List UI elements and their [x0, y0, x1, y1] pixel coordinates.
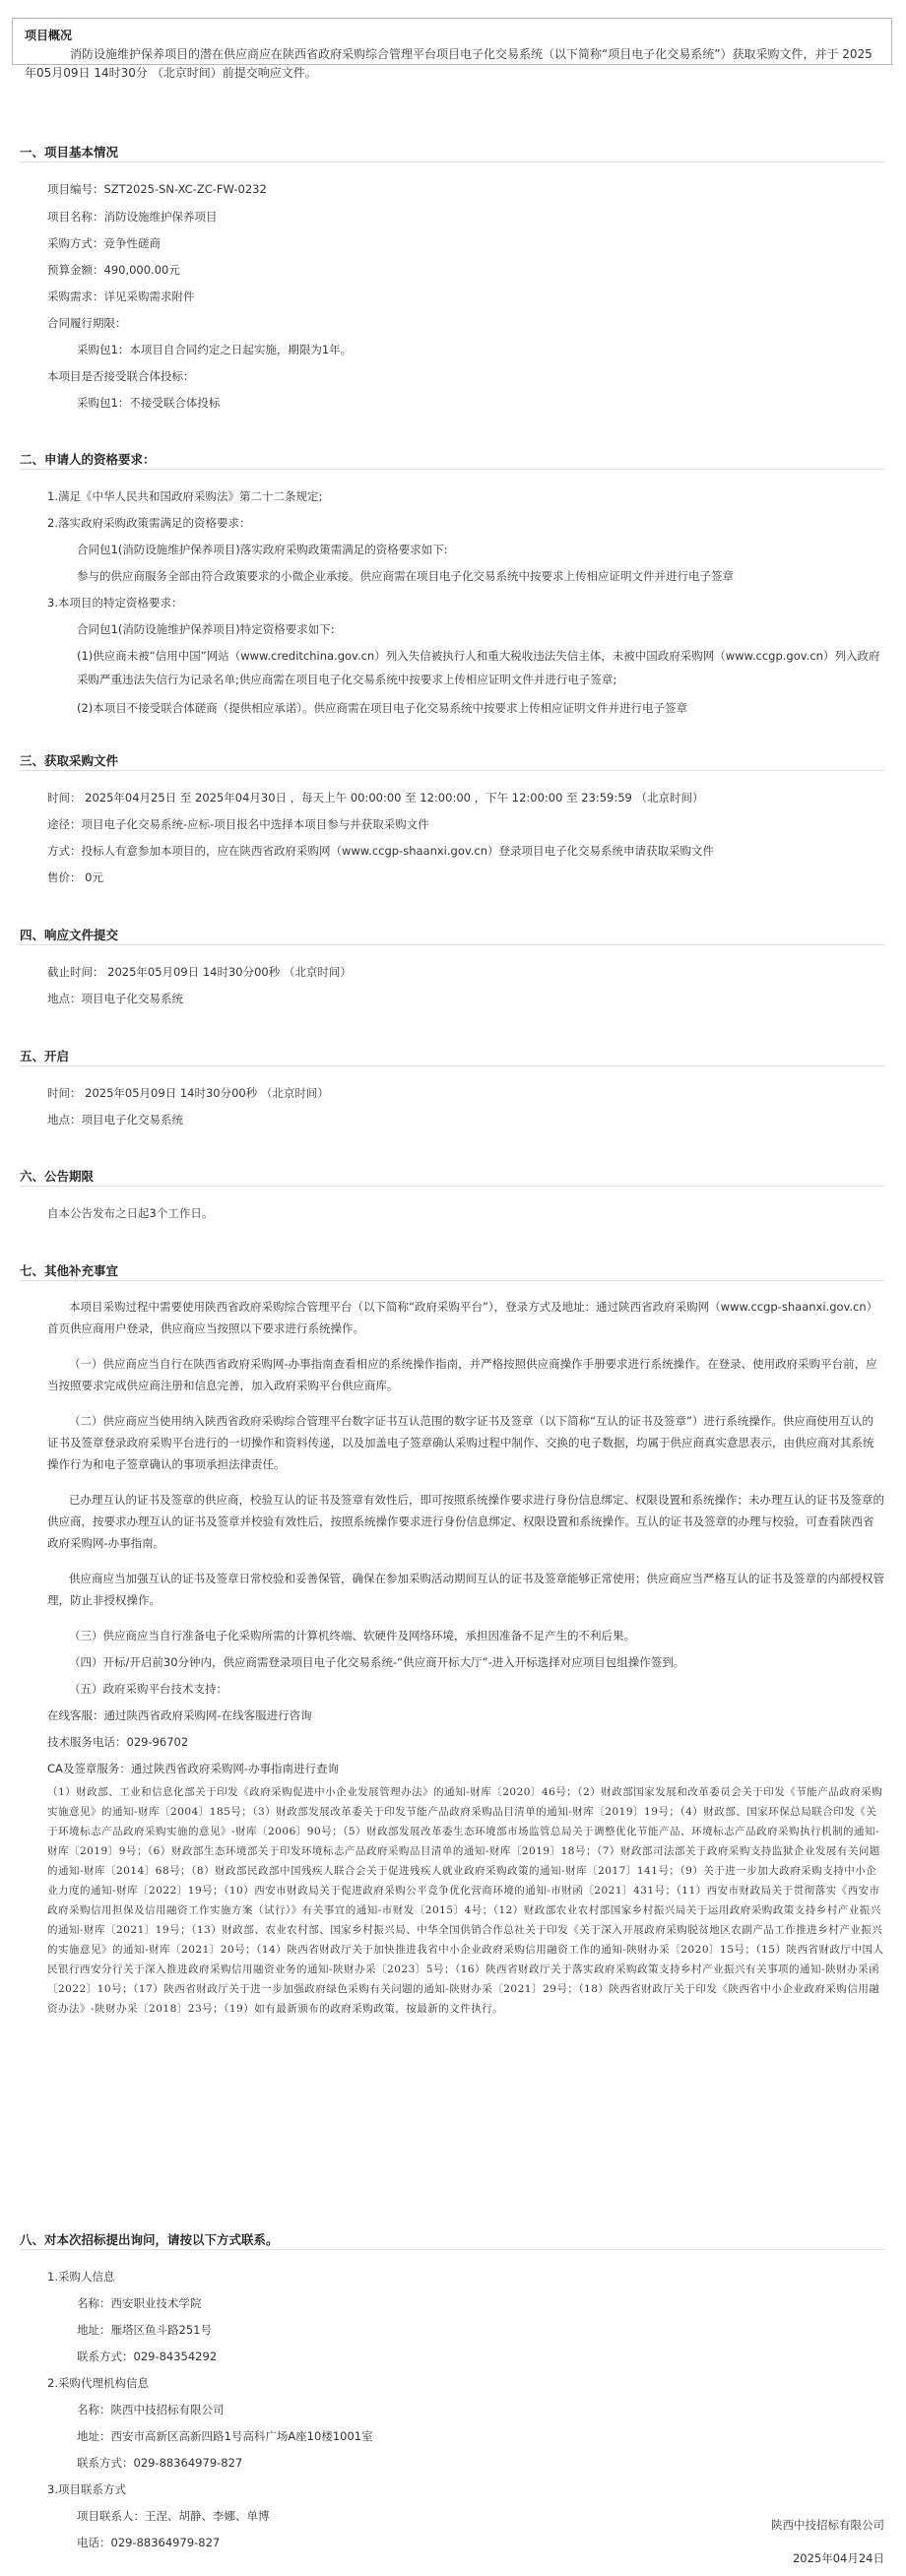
- procurement-method: 采购方式：竞争性磋商: [47, 236, 161, 250]
- project-contact-phone: 电话：029-88364979-827: [77, 2536, 221, 2549]
- section-divider: [20, 1186, 884, 1187]
- section-heading-qualifications: 二、申请人的资格要求：: [20, 452, 156, 467]
- supplementary-paragraph: 供应商应当加强互认的证书及签章日常校验和妥善保管，确保在参加采购活动期间互认的证书及签章能够正常使用；供应商应当严格互认的证书及签章的内部授权管理，防止非授权操作。: [47, 1572, 884, 1607]
- tech-support-phone: 技术服务电话：029-96702: [47, 1735, 189, 1749]
- section-heading-supplementary: 七、其他补充事宜: [20, 1263, 119, 1278]
- section-divider: [20, 469, 884, 470]
- budget-amount: 预算金额：490,000.00元: [47, 263, 180, 277]
- qualification-item: 参与的供应商服务全部由符合政策要求的小微企业承接。供应商需在项目电子化交易系统中按要求上传相应证明文件并进行电子签章: [77, 569, 734, 583]
- agency-address: 地址：西安市高新区高新四路1号高科广场A座10楼1001室: [77, 2429, 373, 2443]
- qualification-item: 合同包1(消防设施维护保养项目)特定资格要求如下:: [77, 622, 335, 636]
- qualification-item: 3.本项目的特定资格要求：: [47, 596, 183, 610]
- overview-title: 项目概况: [25, 29, 73, 42]
- obtain-channel: 途径：项目电子化交易系统-应标-项目报名中选择本项目参与并获取采购文件: [47, 817, 429, 831]
- section-heading-contacts: 八、对本次招标提出询问，请按以下方式联系。: [20, 2232, 279, 2247]
- section-heading-obtain-documents: 三、获取采购文件: [20, 753, 119, 768]
- purchaser-name: 名称：西安职业技术学院: [77, 2296, 202, 2310]
- agency-title: 2.采购代理机构信息: [47, 2376, 149, 2390]
- notice-period-text: 自本公告发布之日起3个工作日。: [47, 1206, 214, 1220]
- obtain-time: 时间： 2025年04月25日 至 2025年04月30日 ，每天上午 00:00:00 至 12:00:00 ，下午 12:00:00 至 23:59:59 （北京时间）: [47, 791, 704, 805]
- submission-deadline: 截止时间： 2025年05月09日 14时30分00秒 （北京时间）: [47, 965, 352, 979]
- supplementary-paragraph: （四）开标/开启前30分钟内，供应商需登录项目电子化交易系统-“供应商开标大厅”-进入开标选择对应项目包组操作签到。: [69, 1655, 685, 1669]
- section-divider: [20, 770, 884, 771]
- consortium-value: 采购包1：不接受联合体投标: [77, 396, 221, 410]
- ca-service: CA及签章服务：通过陕西省政府采购网-办事指南进行查询: [47, 1762, 340, 1775]
- section-divider: [20, 1280, 884, 1281]
- purchaser-title: 1.采购人信息: [47, 2270, 115, 2284]
- footer-date: 2025年04月24日: [792, 2551, 884, 2565]
- qualification-item: 1.满足《中华人民共和国政府采购法》第二十二条规定;: [47, 489, 323, 503]
- project-number: 项目编号：SZT2025-SN-XC-ZC-FW-0232: [47, 182, 267, 196]
- agency-contact: 联系方式：029-88364979-827: [77, 2456, 243, 2470]
- qualification-item: 合同包1(消防设施维护保养项目)落实政府采购政策需满足的资格要求如下:: [77, 543, 448, 556]
- contract-period-value: 采购包1：本项目自合同约定之日起实施，期限为1年。: [77, 343, 353, 356]
- section-divider: [20, 1065, 884, 1066]
- section-divider: [20, 2249, 884, 2250]
- footer-org: 陕西中技招标有限公司: [771, 2518, 884, 2532]
- obtain-price: 售价： 0元: [47, 870, 103, 884]
- supplementary-paragraph: （三）供应商应当自行准备电子化采购所需的计算机终端、软硬件及网络环境，承担因准备不足产生的不利后果。: [69, 1629, 635, 1642]
- purchaser-address: 地址：雁塔区鱼斗路251号: [77, 2323, 212, 2337]
- section-heading-opening: 五、开启: [20, 1049, 70, 1063]
- section-divider: [20, 944, 884, 945]
- purchaser-contact: 联系方式：029-84354292: [77, 2350, 218, 2363]
- project-overview-box: [12, 18, 892, 80]
- qualification-item: (2)本项目不接受联合体磋商（提供相应承诺）。供应商需在项目电子化交易系统中按要求上传相应证明文件并进行电子签章: [77, 701, 688, 715]
- project-contact-people: 项目联系人：王涅、胡静、李娜、单博: [77, 2509, 270, 2523]
- obtain-method: 方式：投标人有意参加本项目的，应在陕西省政府采购网（www.ccgp-shaanxi.gov.cn）登录项目电子化交易系统申请获取采购文件: [47, 844, 715, 858]
- section-heading-submission: 四、响应文件提交: [20, 928, 119, 942]
- submission-location: 地点：项目电子化交易系统: [47, 992, 183, 1005]
- supplementary-paragraph: （五）政府采购平台技术支持：: [69, 1682, 227, 1696]
- online-support: 在线客服：通过陕西省政府采购网-在线客服进行咨询: [47, 1708, 312, 1722]
- section-divider: [20, 161, 884, 162]
- section-heading-basic-info: 一、项目基本情况: [20, 145, 119, 160]
- supplementary-paragraph: （一）供应商应当自行在陕西省政府采购网-办事指南查看相应的系统操作指南，并严格按照供应商操作手册要求进行系统操作。在登录、使用政府采购平台前，应当按照要求完成供应商注册和信息完善，加入政府采购平台供应商库。: [47, 1357, 877, 1392]
- policy-list: （1）财政部、工业和信息化部关于印发《政府采购促进中小企业发展管理办法》的通知-财库〔2020〕46号；（2）财政部国家发展和改革委员会关于印发《节能产品政府采购实施意见》的通知-财库〔2004〕185号；（3）财政部发展改革委关于印发节能产品政府采购品目清单的通知-财库〔2019〕19号；（4）财政部、国家环保总局联合印发《关于环境标志产品政府采购实施的意见》-财库〔2006〕90号；（5）财政部发展改革委生态环境部市场监管总局关于调整优化节能产品、环境标志产品政府采购执行机制的通知-财库〔2019〕9号；（6）财政部生态环境部关于印发环境标志产品政府采购品目清单的通知-财库〔2019〕18号；（7）财政部司法部关于政府采购支持监狱企业发展有关问题的通知-财库〔2014〕68号；（8）财政部民政部中国残疾人联合会关于促进残疾人就业政府采购政策的通知-财库〔2017〕141号；（9）关于进一步加大政府采购支持中小企业力度的通知-财库〔2022〕19号；（10）西安市财政局关于促进政府采购公平竞争优化营商环境的通知-市财函〔2021〕431号；（11）西安市财政局关于贯彻落实《西安市政府采购信用担保及信用融资工作实施方案（试行）》有关事宜的通知-市财发〔2015〕4号；（12）财政部农业农村部国家乡村振兴局关于运用政府采购政策支持乡村产业振兴的通知-财库〔2021〕19号；（13）财政部、农业农村部、国家乡村振兴局、中华全国供销合作总社关于印发《关于深入开展政府采购脱贫地区农副产品工作推进乡村产业振兴的实施意见》的通知-财库〔2021〕20号；（14）陕西省财政厅关于加快推进我省中小企业政府采购信用融资工作的通知-陕财办采〔2020〕15号；（15）陕西省财政厅中国人民银行西安分行关于深入推进政府采购信用融资业务的通知-陕财办采〔2023〕5号；（16）陕西省财政厅关于落实政府采购政策支持乡村产业振兴有关事项的通知-陕财办采函〔2022〕10号；（17）陕西省财政厅关于进一步加强政府绿色采购有关问题的通知-陕财办采〔2021〕29号；（18）陕西省财政厅关于印发《陕西省中小企业政府采购信用融资办法》-陕财办采〔2018〕23号；（19）如有最新颁布的政府采购政策，按最新的文件执行。: [47, 1786, 884, 2015]
- supplementary-paragraph: （二）供应商应当使用纳入陕西省政府采购综合管理平台数字证书互认范围的数字证书及签章（以下简称“互认的证书及签章”）进行系统操作。供应商使用互认的证书及签章登录政府采购平台进行的一切操作和资料传递，以及加盖电子签章确认采购过程中制作、交换的电子数据，均属于供应商真实意思表示，由供应商对其系统操作行为和电子签章确认的事项承担法律责任。: [47, 1414, 874, 1471]
- contract-period-label: 合同履行期限：: [47, 316, 127, 330]
- consortium-label: 本项目是否接受联合体投标：: [47, 369, 195, 383]
- supplementary-paragraph: 本项目采购过程中需要使用陕西省政府采购综合管理平台（以下简称“政府采购平台”），登录方式及地址：通过陕西省政府采购网（www.ccgp-shaanxi.gov.cn）首页供应商用户登录，供应商应当按照以下要求进行系统操作。: [47, 1300, 878, 1335]
- qualification-item: (1)供应商未被“信用中国”网站（www.creditchina.gov.cn）列入失信被执行人和重大税收违法失信主体，未被中国政府采购网（www.ccgp.gov.cn）列入政府采购严重违法失信行为记录名单;供应商需在项目电子化交易系统中按要求上传相应证明文件并进行电子签章;: [77, 649, 880, 686]
- section-heading-notice-period: 六、公告期限: [20, 1169, 95, 1184]
- opening-location: 地点：项目电子化交易系统: [47, 1113, 183, 1127]
- supplementary-paragraph: 已办理互认的证书及签章的供应商，校验互认的证书及签章有效性后，即可按照系统操作要求进行身份信息绑定、权限设置和系统操作；未办理互认的证书及签章的供应商，按要求办理互认的证书及签章并校验有效性后，按照系统操作要求进行身份信息绑定、权限设置和系统操作。互认的证书及签章的办理与校验，可查看陕西省政府采购网-办事指南。: [47, 1493, 884, 1550]
- procurement-requirement: 采购需求：详见采购需求附件: [47, 290, 195, 303]
- overview-text: 消防设施维护保养项目的潜在供应商应在陕西省政府采购综合管理平台项目电子化交易系统（以下简称“项目电子化交易系统”）获取采购文件，并于 2025年05月09日 14时30分 （北京时间）前提交响应文件。: [25, 47, 873, 80]
- agency-name: 名称：陕西中技招标有限公司: [77, 2403, 225, 2416]
- project-contact-title: 3.项目联系方式: [47, 2482, 126, 2496]
- qualification-item: 2.落实政府采购政策需满足的资格要求：: [47, 516, 251, 530]
- project-name: 项目名称：消防设施维护保养项目: [47, 210, 218, 224]
- opening-time: 时间： 2025年05月09日 14时30分00秒 （北京时间）: [47, 1086, 329, 1100]
